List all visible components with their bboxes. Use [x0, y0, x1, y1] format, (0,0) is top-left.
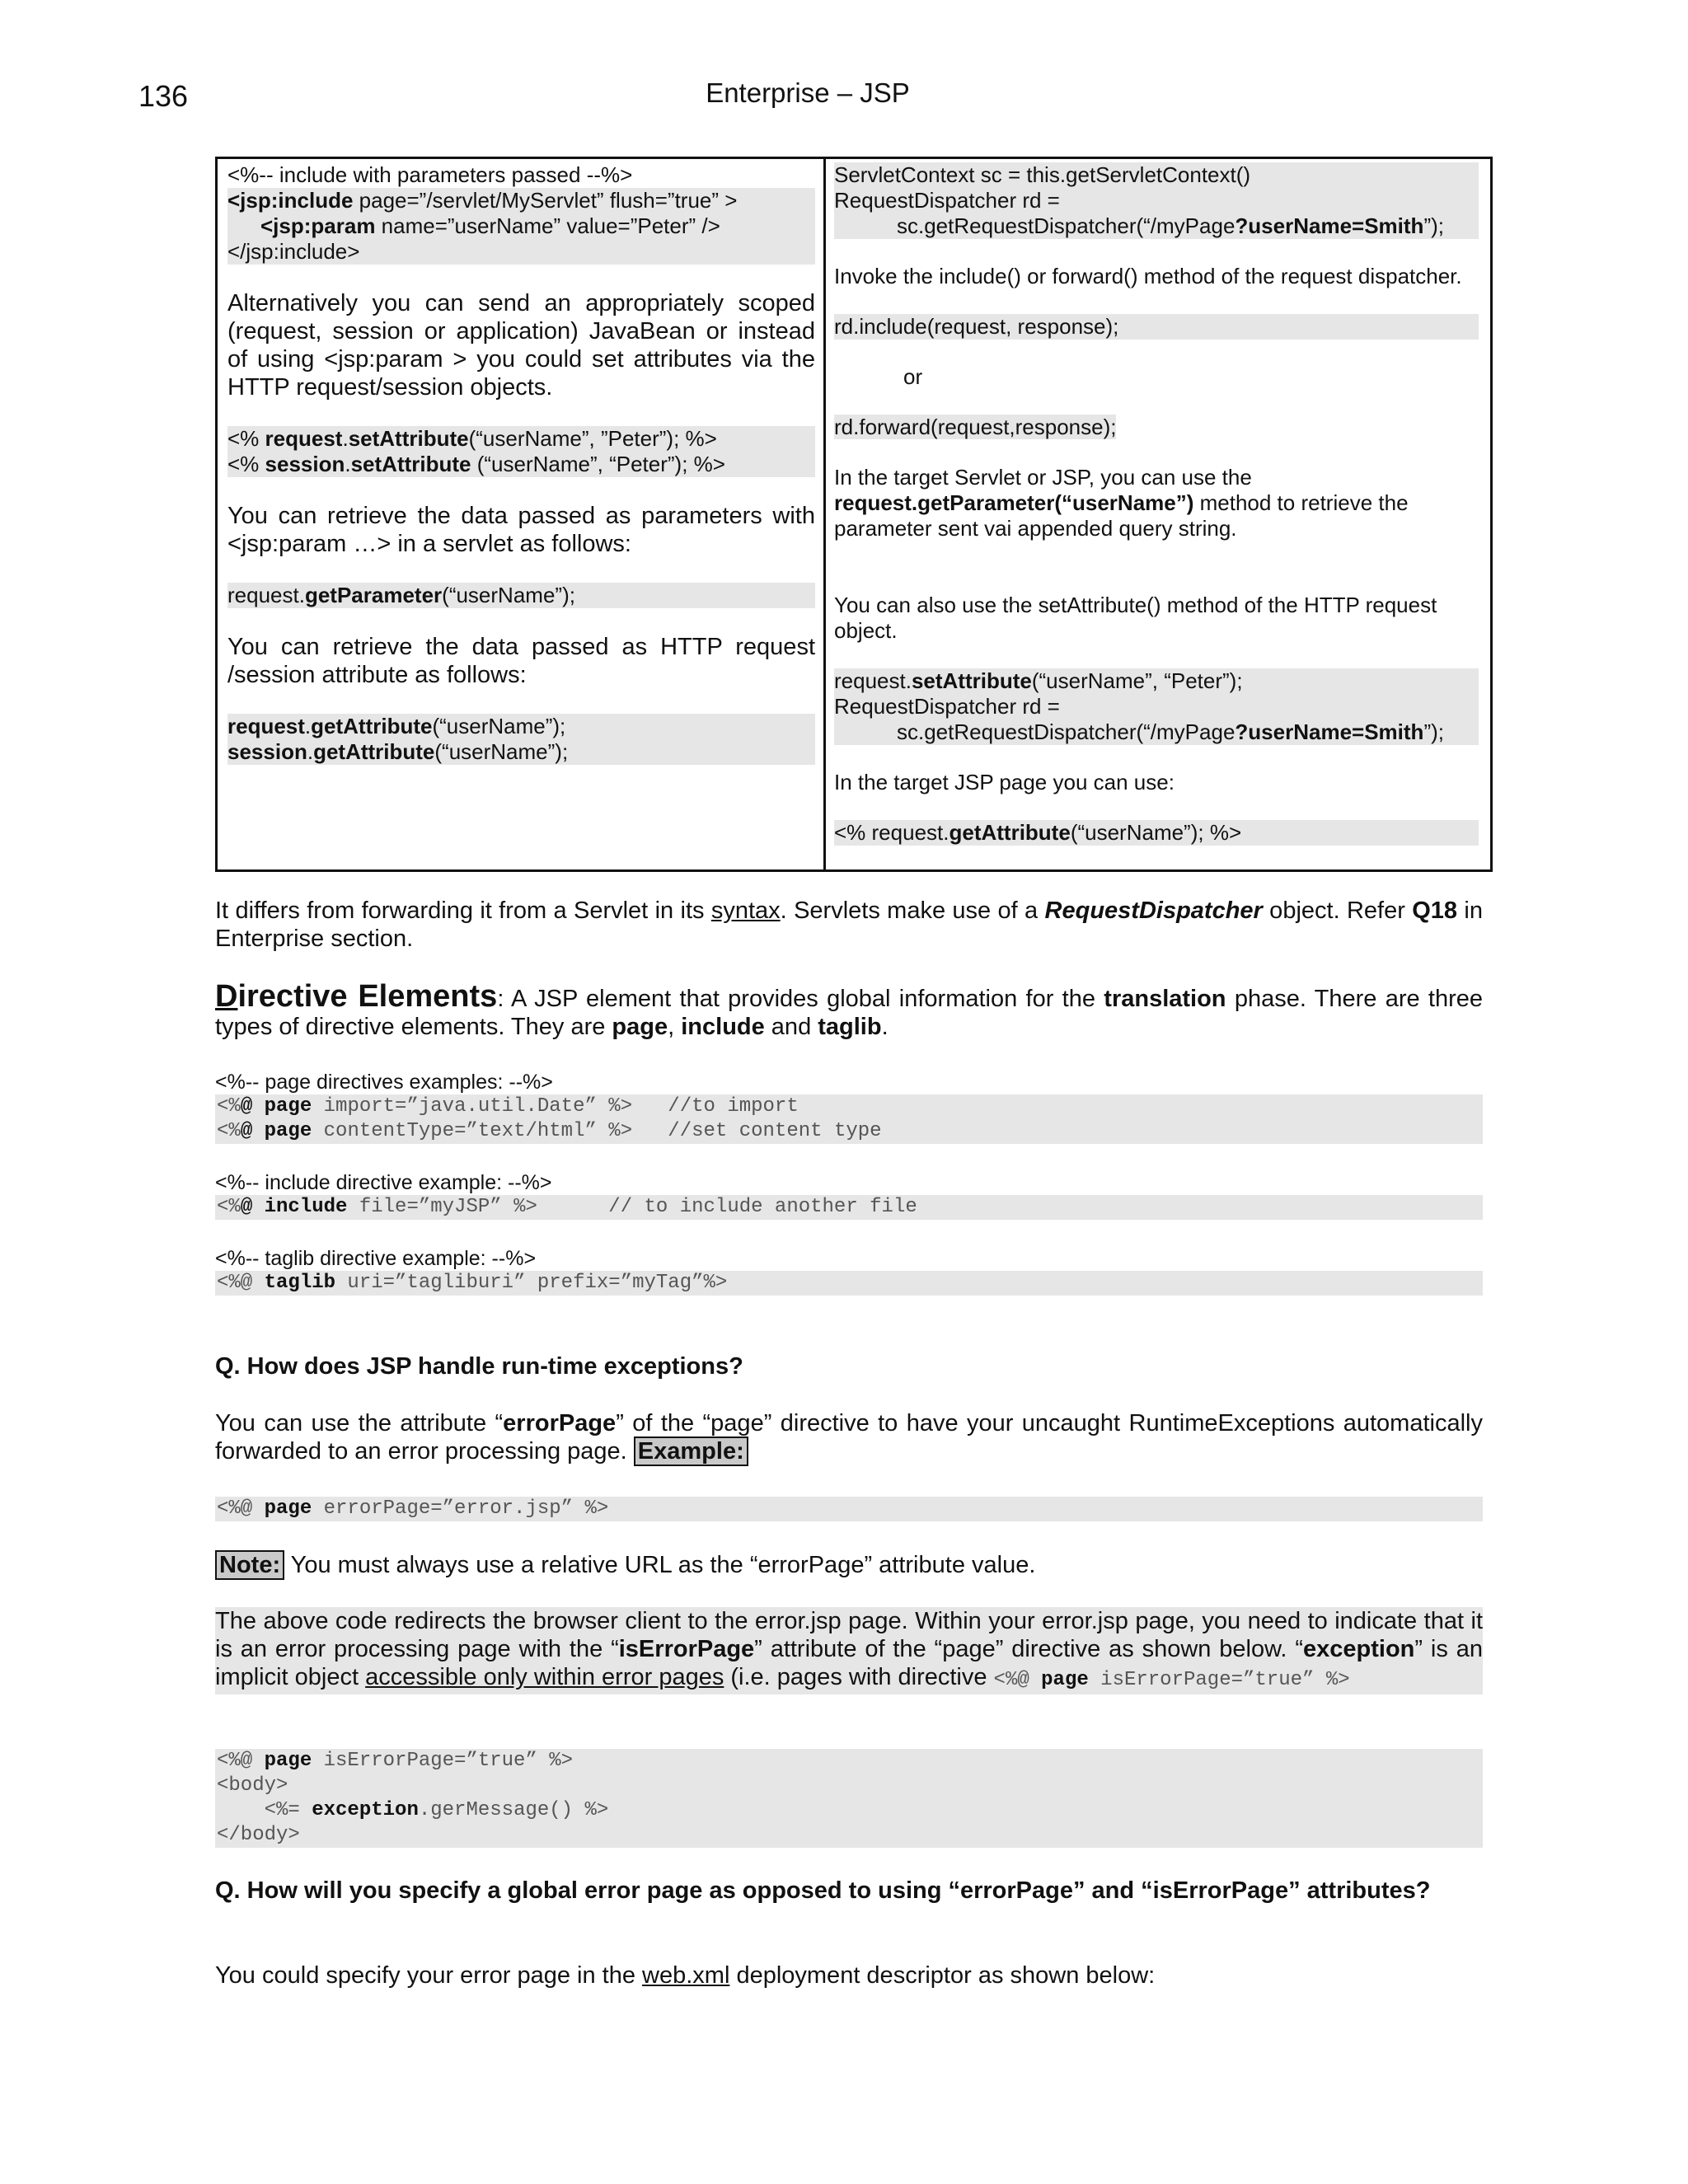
taglib-directive-example: <%-- taglib directive example: --%> <%@ taglib uri=”tagliburi” prefix=”myTag”%>	[215, 1246, 1483, 1296]
directive-elements-section: Directive Elements: A JSP element that provides global information for the translation phase. There are three types of directive elements. They are page, include and taglib.	[215, 979, 1484, 1040]
error-page-directive: <%@ page errorPage=”error.jsp” %>	[215, 1497, 1483, 1521]
forward-call: rd.forward(request,response);	[834, 415, 1117, 439]
question-runtime-exceptions: Q. How does JSP handle run-time exceptions?	[215, 1353, 743, 1380]
servlet-context-block: ServletContext sc = this.getServletContext() RequestDispatcher rd = sc.getRequestDispatcher(“/myPage?userName=Smith”);	[834, 162, 1479, 239]
target-paragraph: In the target Servlet or JSP, you can use the request.getParameter(“userName”) method to retrieve the parameter sent vai appended query string.	[834, 465, 1409, 541]
running-header: Enterprise – JSP	[706, 77, 910, 108]
jsp-param-tag: <jsp:param	[260, 213, 376, 238]
target-jsp-paragraph: In the target JSP page you can use:	[834, 770, 1175, 794]
comparison-table	[215, 157, 1493, 872]
include-call: rd.include(request, response);	[834, 314, 1479, 340]
or-word: or	[903, 364, 923, 389]
jsp-include-block	[227, 188, 815, 265]
include-comment: <%-- include with parameters passed --%>	[227, 162, 633, 187]
retrieve-attribute-paragraph: You can retrieve the data passed as HTTP request /session attribute as follows:	[227, 634, 815, 688]
include-directive-example: <%-- include directive example: --%> <%@ include file=”myJSP” %> // to include another file	[215, 1170, 1483, 1220]
jsp-include-attrs: page=”/servlet/MyServlet” flush=”true” >	[353, 188, 738, 213]
web-xml-link: web.xml	[642, 1962, 730, 1989]
retrieve-param-paragraph: You can retrieve the data passed as parameters with <jsp:param …> in a servlet as follows:	[227, 503, 815, 557]
differs-paragraph: It differs from forwarding it from a Servlet in its syntax. Servlets make use of a RequestDispatcher object. Refer Q18 in Enterprise section.	[215, 898, 1483, 952]
get-parameter-line: request.getParameter(“userName”);	[227, 583, 815, 608]
invoke-paragraph: Invoke the include() or forward() method of the request dispatcher.	[834, 264, 1462, 288]
also-paragraph: You can also use the setAttribute() method of the HTTP request object.	[834, 593, 1437, 643]
page-directive-examples: <%-- page directives examples: --%> <%@ page import=”java.util.Date” %> //to import <%@ page contentType=”text/html” %> //set content type	[215, 1070, 1483, 1144]
alternative-paragraph: Alternatively you can send an appropriately scoped (request, session or application) JavaBean or instead of using <jsp:param > you could set attributes via the HTTP request/session objects.	[227, 290, 815, 401]
note-paragraph: Note: You must always use a relative URL as the “errorPage” attribute value.	[215, 1551, 1483, 1579]
redirect-paragraph: The above code redirects the browser client to the error.jsp page. Within your error.jsp page, you need to indicate that it is an error processing page with the “isErrorPage” attribute of the “page” directive as shown below. “exception” is an implicit object accessible only within error pages (i.e. pages with directive <%@ page isErrorPage=”true” %>	[215, 1607, 1483, 1694]
directive-heading: Directive Elements	[215, 979, 498, 1014]
answer-global-error-page: You could specify your error page in the web.xml deployment descriptor as shown below:	[215, 1962, 1156, 1989]
table-left-column	[218, 159, 826, 869]
note-label: Note:	[215, 1550, 284, 1580]
get-attribute-block: request.getAttribute(“userName”); session.getAttribute(“userName”);	[227, 714, 815, 765]
include-directive-comment: <%-- include directive example: --%>	[215, 1171, 552, 1194]
jsp-include-close: </jsp:include>	[227, 239, 360, 264]
taglib-directive-comment: <%-- taglib directive example: --%>	[215, 1247, 537, 1270]
question-global-error-page: Q. How will you specify a global error page as opposed to using “errorPage” and “isErrorPage” attributes?	[215, 1877, 1431, 1904]
target-get-attribute: <% request.getAttribute(“userName”); %>	[834, 820, 1479, 846]
table-right-column	[826, 159, 1490, 869]
jsp-param-attrs: name=”userName” value=”Peter” />	[375, 213, 720, 238]
jsp-include-tag: <jsp:include	[227, 188, 354, 213]
set-attribute-dispatch-block: request.setAttribute(“userName”, “Peter”); RequestDispatcher rd = sc.getRequestDispatcher(“/myPage?userName=Smith”);	[834, 668, 1479, 745]
set-attribute-block: <% request.setAttribute(“userName”, ”Peter”); %> <% session.setAttribute (“userName”, “Peter”); %>	[227, 426, 815, 477]
page-number: 136	[138, 79, 189, 113]
answer-runtime-exceptions: You can use the attribute “errorPage” of the “page” directive to have your uncaught RuntimeExceptions automatically forwarded to an error processing page. Example:	[215, 1410, 1483, 1465]
example-label: Example:	[634, 1436, 748, 1466]
page-directive-comment: <%-- page directives examples: --%>	[215, 1071, 553, 1094]
is-error-page-code: <%@ page isErrorPage=”true” %> <body> <%= exception.gerMessage() %> </body>	[215, 1749, 1483, 1848]
